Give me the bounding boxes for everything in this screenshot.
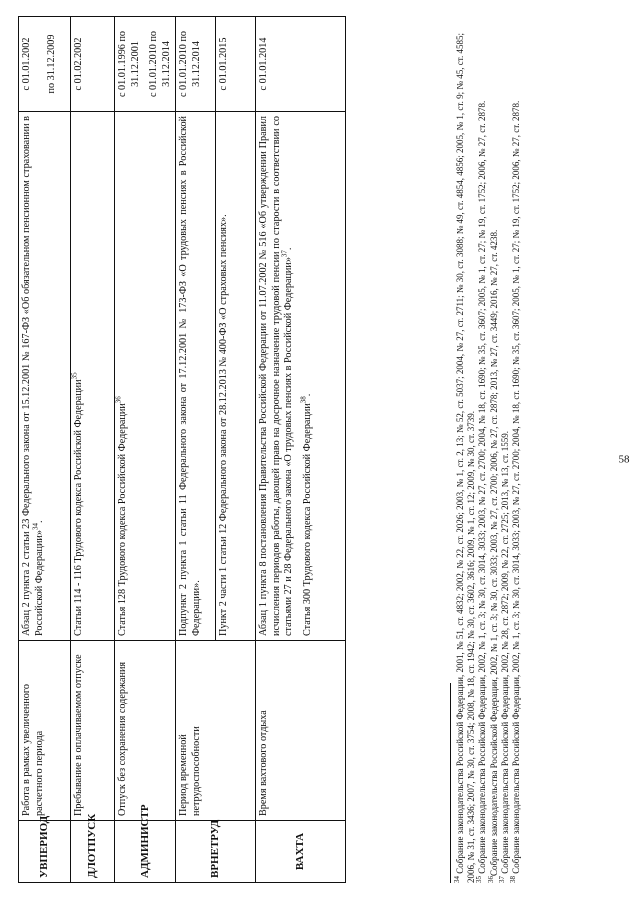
period-dates: с 01.01.1996 по 31.12.2001 с 01.01.2010 по 31.12.2014 <box>115 17 176 112</box>
legal-basis: Подпункт 2 пункта 1 статьи 11 Федерального закона от 17.12.2001 № 173-ФЗ «О трудовых пенсиях в Российской Федерации». <box>176 112 216 641</box>
legal-basis: Пункт 2 части 1 статьи 12 Федерального закона от 28.12.2013 № 400-ФЗ «О страховых пенсиях». <box>216 112 256 641</box>
period-name: Время вахтового отдыха <box>256 641 346 821</box>
footnote: $^{37}$ Собрание законодательства Российской Федерации, 2002, № 28, ст. 2872; 2009, № 22, ст. 2725; 2013, № 13, ст. 1559. <box>497 430 510 883</box>
page-number: 58 <box>618 453 630 466</box>
period-code: ВРНЕТРУД <box>176 821 256 883</box>
period-code: ДЛОТПУСК <box>71 821 115 883</box>
periods-table <box>18 16 346 883</box>
period-dates: с 01.01.2015 <box>216 17 256 112</box>
table-row <box>19 17 71 883</box>
footnotes <box>455 17 522 883</box>
period-dates: с 01.01.2010 по 31.12.2014 <box>176 17 216 112</box>
period-dates: с 01.02.2002 <box>71 17 115 112</box>
period-code: ВАХТА <box>256 821 346 883</box>
footnote: $^{34}$ Собрание законодательства Российской Федерации, 2001, № 51, ст. 4832; 2002, № 22, ст. 2026; 2003, № 1, ст. 2, 13; № 52, ст. 5037; 2004, № 27, ст. 2711; № 30, ст. 3088; № 49, ст. 4854, 4856; 2005, № 1, ст. 9; № 45, ст. 4585; 2006, № 31, ст. 3436; 2007, № 30, ст. 3754; 2008, № 18, ст. 1942; № 30, ст. 3602, 3616; 2009, № 1, ст. 12; 2009, № 30, ст. 3739. <box>453 33 477 883</box>
table-row <box>256 17 346 883</box>
period-name: Период временной нетрудоспособности <box>176 641 256 821</box>
legal-basis: Статья 128 Трудового кодекса Российской Федерации$^{36}$ <box>115 112 176 641</box>
footnote-separator <box>450 683 451 883</box>
legal-basis: Абзац 1 пункта 8 постановления Правительства Российской Федерации от 11.07.2002 № 516 «Об утверждении Правил исчисления периодов работы, дающей право на досрочное назначение трудовой пенсии по старости в соответствии со статьями 27 и 28 Федерального закона «О трудовых пенсиях в Российской Федерации»$^{37}$. Статья 300 Трудового кодекса Российской Федерации$^{38}$. <box>256 112 346 641</box>
period-name: Пребывание в оплачиваемом отпуске <box>71 641 115 821</box>
legal-basis: Статьи 114 - 116 Трудового кодекса Российской Федерации$^{35}$ <box>71 112 115 641</box>
table-row <box>115 17 176 883</box>
footnote: $^{38}$ Собрание законодательства Российской Федерации, 2002, № 1, ст. 3; № 30, ст. 3014, 3033; 2003, № 27, ст. 2700; 2004, № 18, ст. 1690; № 35, ст. 3607; 2005, № 1, ст. 27; № 19, ст. 1752; 2006, № 27, ст. 2878. <box>509 100 522 883</box>
table-row <box>176 17 216 883</box>
period-name: Работа в рамках увеличенного расчетного периода <box>19 641 71 821</box>
period-dates: с 01.01.2002 по 31.12.2009 <box>19 17 71 112</box>
footnote: $^{35}$ Собрание законодательства Российской Федерации, 2002, № 1, ст. 3; № 30, ст. 3014, 3033; 2003, № 27, ст. 2700; 2004, № 18, ст. 1690; № 35, ст. 3607; 2005, № 1, ст. 27; № 19, ст. 1752; 2006, № 27, ст. 2878. <box>475 100 488 883</box>
table-row <box>71 17 115 883</box>
period-code: АДМИНИСТР <box>115 821 176 883</box>
period-name: Отпуск без сохранения содержания <box>115 641 176 821</box>
legal-basis: Абзац 2 пункта 2 статьи 23 Федерального закона от 15.12.2001 № 167-ФЗ «Об обязательном пенсионном страховании в Российской Федерации»$^{34}$. <box>19 112 71 641</box>
period-dates: с 01.01.2014 <box>256 17 346 112</box>
footnote: $^{36}$Собрание законодательства Российской Федерации, 2002, № 1, ст. 3; № 30, ст. 3033; 2003, № 27, ст. 2700; 2006, № 27, ст. 2878; 2013, № 27, ст. 3449; 2016, № 27, ст. 4238. <box>486 229 499 883</box>
period-code: УВПЕРИОД <box>19 821 71 883</box>
